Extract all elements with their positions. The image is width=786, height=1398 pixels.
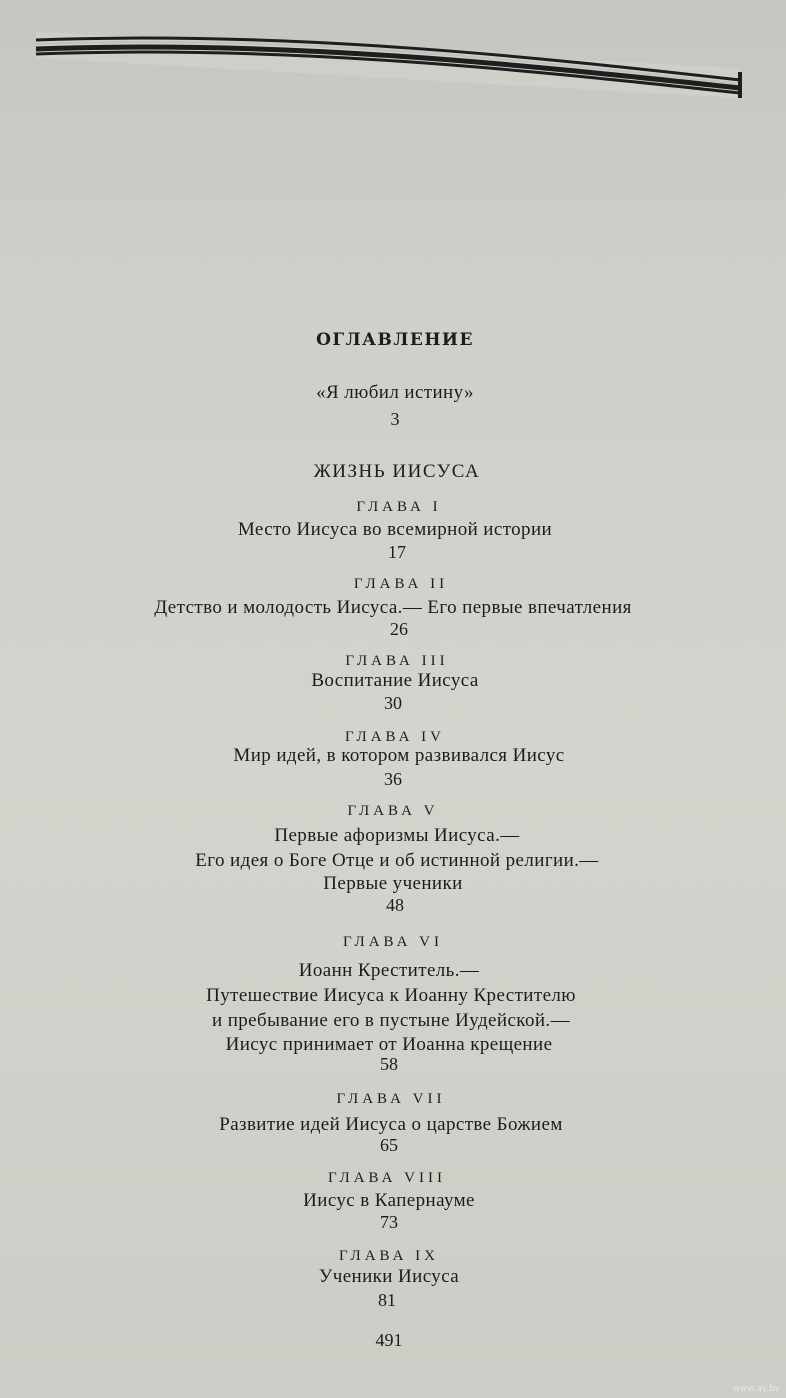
chapter-page-number: 65 (380, 1135, 398, 1155)
intro-page-number: 3 (390, 409, 400, 429)
page-number: 491 (375, 1330, 403, 1350)
chapter-label: ГЛАВА I (356, 499, 442, 515)
chapter-page-number: 36 (384, 769, 402, 789)
chapter-title-line: Место Иисуса во всемирной истории (237, 519, 553, 540)
chapter-page-number: 30 (384, 693, 402, 713)
chapter-page-number: 26 (390, 619, 408, 639)
chapter-title-line: Развитие идей Иисуса о царстве Божием (219, 1114, 563, 1135)
chapter-title-line: Детство и молодость Иисуса.— Его первые впечатления (154, 597, 632, 618)
chapter-label: ГЛАВА V (347, 803, 439, 819)
intro-title: «Я любил истину» (316, 382, 474, 403)
chapter-title-line: Мир идей, в котором развивался Иисус (233, 745, 565, 766)
part-title: ЖИЗНЬ ИИСУСА (313, 461, 481, 482)
chapter-title-line: Воспитание Иисуса (311, 670, 479, 691)
chapter-title-line: Ученики Иисуса (318, 1266, 460, 1287)
watermark: www.ay.by (732, 1384, 780, 1394)
chapter-label: ГЛАВА IX (338, 1248, 440, 1264)
decorative-top-rule (0, 0, 786, 120)
chapter-title-line: Иисус принимает от Иоанна крещение (225, 1034, 553, 1055)
chapter-page-number: 81 (378, 1290, 396, 1310)
chapter-page-number: 48 (386, 895, 404, 915)
chapter-title-line: Первые афоризмы Иисуса.— (274, 825, 520, 846)
chapter-label: ГЛАВА II (353, 576, 449, 592)
chapter-title-line: Его идея о Боге Отце и об истинной религии.— (195, 850, 599, 871)
chapter-title-line: и пребывание его в пустыне Иудейской.— (212, 1010, 570, 1031)
chapter-label: ГЛАВА III (345, 653, 449, 669)
chapter-page-number: 73 (380, 1212, 398, 1232)
toc-title: ОГЛАВЛЕНИЕ (316, 330, 474, 350)
chapter-label: ГЛАВА VI (342, 934, 444, 950)
chapter-title-line: Иоанн Креститель.— (298, 960, 480, 981)
chapter-label: ГЛАВА VII (336, 1091, 446, 1107)
chapter-label: ГЛАВА IV (344, 729, 446, 745)
chapter-title-line: Иисус в Капернауме (303, 1190, 475, 1211)
chapter-label: ГЛАВА VIII (327, 1170, 446, 1186)
chapter-title-line: Первые ученики (323, 873, 463, 894)
chapter-page-number: 58 (380, 1054, 398, 1074)
chapter-page-number: 17 (388, 542, 406, 562)
chapter-title-line: Путешествие Иисуса к Иоанну Крестителю (206, 985, 576, 1006)
